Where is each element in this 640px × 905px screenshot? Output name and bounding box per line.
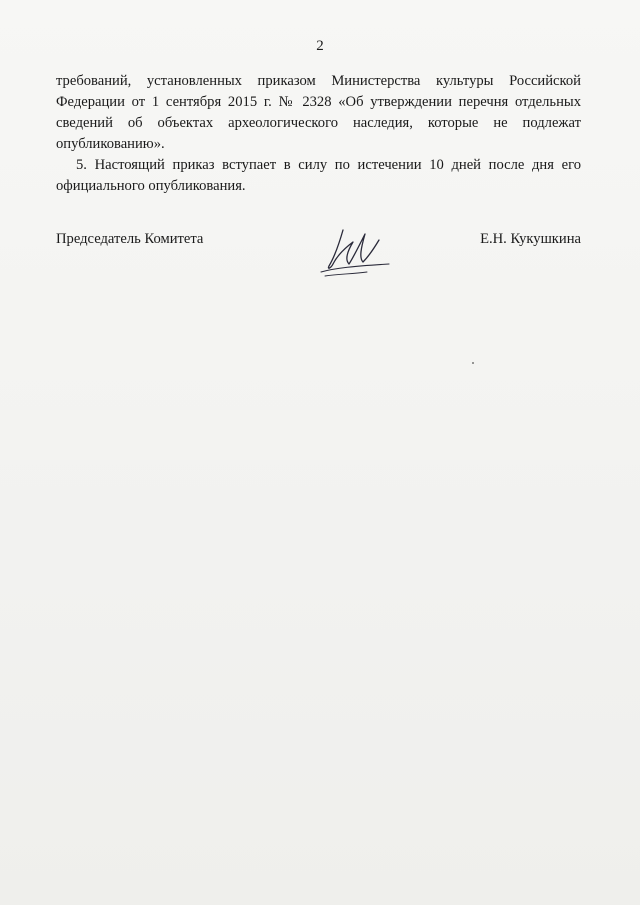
document-body <box>56 71 581 197</box>
signer-position: Председатель Комитета <box>56 231 204 247</box>
paragraph-effective-date: 5. Настоящий приказ вступает в силу по истечении 10 дней после дня его официального опубликования. <box>56 157 581 194</box>
signer-name: Е.Н. Кукушкина <box>480 231 581 247</box>
handwritten-signature <box>315 222 395 282</box>
paragraph-continuation: требований, установленных приказом Министерства культуры Российской Федерации от 1 сентября 2015 г. № 2328 «Об утверждении перечня отдельных сведений об объектах археологического наследия, которые не подлежат опубликованию». <box>56 73 581 152</box>
scan-speck <box>472 362 474 364</box>
page-number: 2 <box>316 38 324 54</box>
